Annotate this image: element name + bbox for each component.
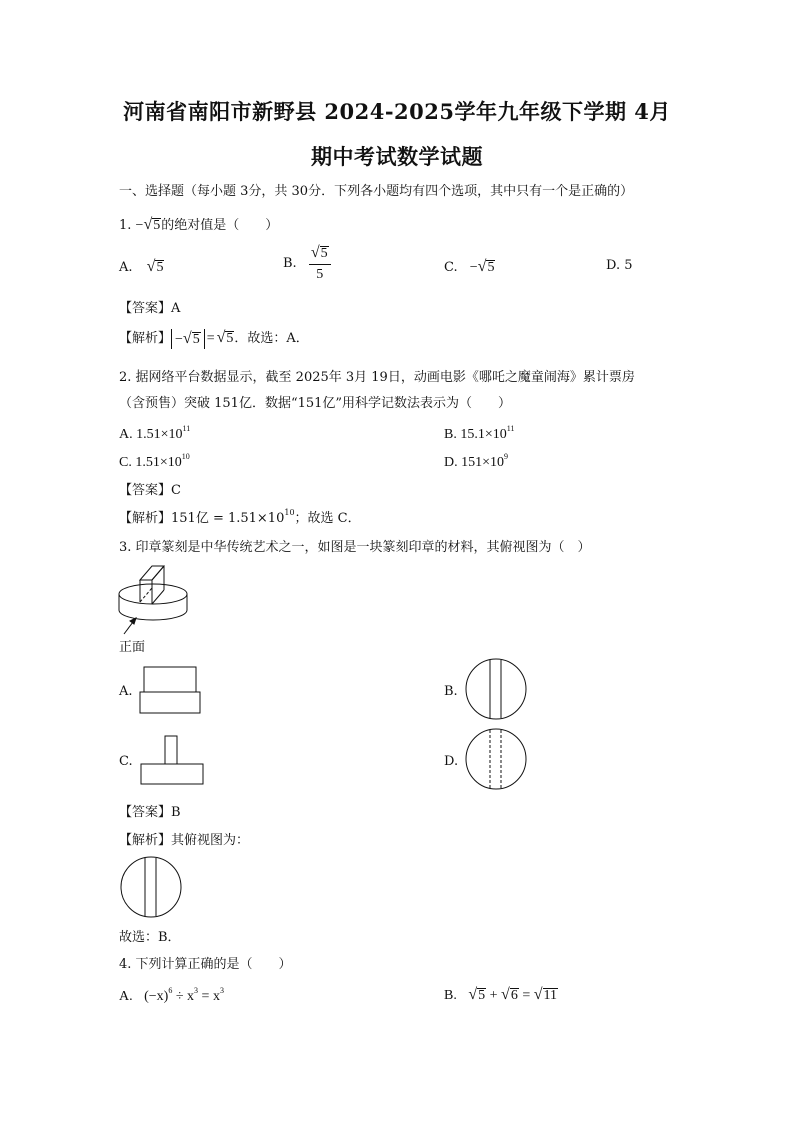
q1-analysis-neg: − (175, 331, 183, 347)
q1-option-b-denominator: 5 (316, 267, 324, 282)
q4-option-a[interactable] (119, 986, 224, 1005)
q4-option-a-exp-3: 3 (219, 986, 224, 995)
q1-neg: − (135, 218, 144, 233)
q2-answer: 【答案】C (119, 483, 181, 498)
q2-option-c-exp: 10 (181, 452, 190, 461)
q1-radicand: 5 (153, 218, 161, 233)
q3-option-b-figure[interactable] (463, 658, 529, 720)
q3-conclusion: 故选：B． (119, 930, 181, 945)
q1-option-c-neg: − (469, 260, 478, 275)
q2-option-b-exp: 11 (506, 424, 515, 433)
q4-option-a-exp-2: 3 (194, 986, 199, 995)
q1-stem-text: 的绝对值是（ ） (161, 218, 279, 233)
q4-option-a-mid: ÷ x (172, 989, 195, 1004)
q2-option-c[interactable] (119, 452, 190, 471)
q4-option-a-label: A. (119, 989, 133, 1004)
q2-option-d-text: D. 151×10 (444, 455, 505, 470)
q4-option-a-expr: (−x) (144, 989, 169, 1004)
front-label: 正面 (119, 640, 146, 655)
q3-option-c-label[interactable]: C. (119, 754, 133, 769)
q1-analysis-end: ．故选：A． (234, 331, 309, 346)
q1-option-c-radicand: 5 (487, 260, 495, 275)
seal-3d-figure (116, 560, 196, 640)
q1-option-b-num-radicand: 5 (320, 246, 328, 261)
q2-option-a[interactable] (119, 424, 190, 443)
q2-stem-line-2: （含预售）突破 151亿．数据“151亿”用科学记数法表示为（ ） (119, 396, 512, 411)
q1-option-c[interactable]: C. −√5 (444, 258, 495, 275)
q1-option-c-label: C. (444, 260, 458, 275)
title-line-2: 期中考试数学试题 (311, 144, 483, 169)
q1-analysis: 【解析】 −√5 = √5．故选：A． (119, 329, 309, 347)
q3-option-a-figure[interactable] (138, 664, 202, 716)
q2-option-a-text: A. 1.51×10 (119, 427, 183, 442)
q2-option-d-exp: 9 (504, 452, 509, 461)
section-header: 一、选择题（每小题 3分，共 30分．下列各小题均有四个选项，其中只有一个是正确的） (119, 184, 634, 199)
q3-option-b-label[interactable]: B. (444, 684, 458, 699)
q4-option-b-eq: = (518, 988, 534, 1003)
q4-option-b-radicand-3: 11 (543, 988, 557, 1003)
q1-analysis-radicand-2: 5 (226, 331, 234, 346)
q4-option-b-label: B. (444, 988, 457, 1003)
q2-option-c-text: C. 1.51×10 (119, 455, 182, 470)
q3-option-c-figure[interactable] (138, 734, 206, 786)
q1-option-b-label: B. (283, 256, 297, 271)
q3-analysis: 【解析】其俯视图为： (119, 833, 250, 848)
q2-stem-line-1: 2. 据网络平台数据显示，截至 2025年 3月 19日，动画电影《哪吒之魔童闹海》累计票房 (119, 370, 635, 385)
q2-option-a-exp: 11 (182, 424, 191, 433)
q1-analysis-radicand: 5 (192, 331, 200, 347)
q3-option-d-label[interactable]: D. (444, 754, 459, 769)
q2-option-d[interactable] (444, 452, 508, 471)
q3-analysis-figure (118, 856, 184, 918)
q2-analysis (119, 507, 361, 526)
q1-answer: 【答案】A (119, 301, 181, 316)
q1-option-a[interactable]: A. √5 (119, 258, 164, 275)
q1-option-b[interactable]: B. $\frac{√5}{5}$ (283, 244, 331, 283)
q3-option-d-figure[interactable] (463, 728, 529, 790)
q4-option-b-plus: + (486, 988, 502, 1003)
q4-option-b[interactable]: B. √5 + √6 = √11 (444, 986, 557, 1003)
q4-option-b-radicand-2: 6 (510, 988, 518, 1003)
q1-option-a-label: A. (119, 260, 133, 275)
q1-option-d[interactable]: D. 5 (606, 258, 633, 273)
q2-option-b-text: B. 15.1×10 (444, 427, 507, 442)
q2-option-b[interactable] (444, 424, 514, 443)
q1-number: 1. (119, 218, 132, 233)
q2-analysis-text: 【解析】151亿 = 1.51×10 (119, 511, 285, 526)
q2-analysis-exp: 10 (284, 508, 295, 517)
q2-analysis-end: ；故选 C． (294, 511, 361, 526)
q1-analysis-eq: = (206, 331, 215, 346)
q1-stem: 1. −√5的绝对值是（ ） (119, 216, 279, 233)
title-line-1: 河南省南阳市新野县 2024-2025学年九年级下学期 4月 (123, 99, 671, 124)
q3-option-a-label[interactable]: A. (119, 684, 133, 699)
q3-stem: 3. 印章篆刻是中华传统艺术之一，如图是一块篆刻印章的材料，其俯视图为（ ） (119, 540, 591, 555)
q3-answer: 【答案】B (119, 805, 181, 820)
q4-option-b-radicand-1: 5 (478, 988, 486, 1003)
q4-stem: 4. 下列计算正确的是（ ） (119, 957, 292, 972)
q1-option-a-radicand: 5 (156, 260, 164, 275)
q4-option-a-end: = x (198, 989, 220, 1004)
q1-analysis-label: 【解析】 (119, 331, 172, 346)
q4-option-a-exp-1: 6 (168, 986, 173, 995)
